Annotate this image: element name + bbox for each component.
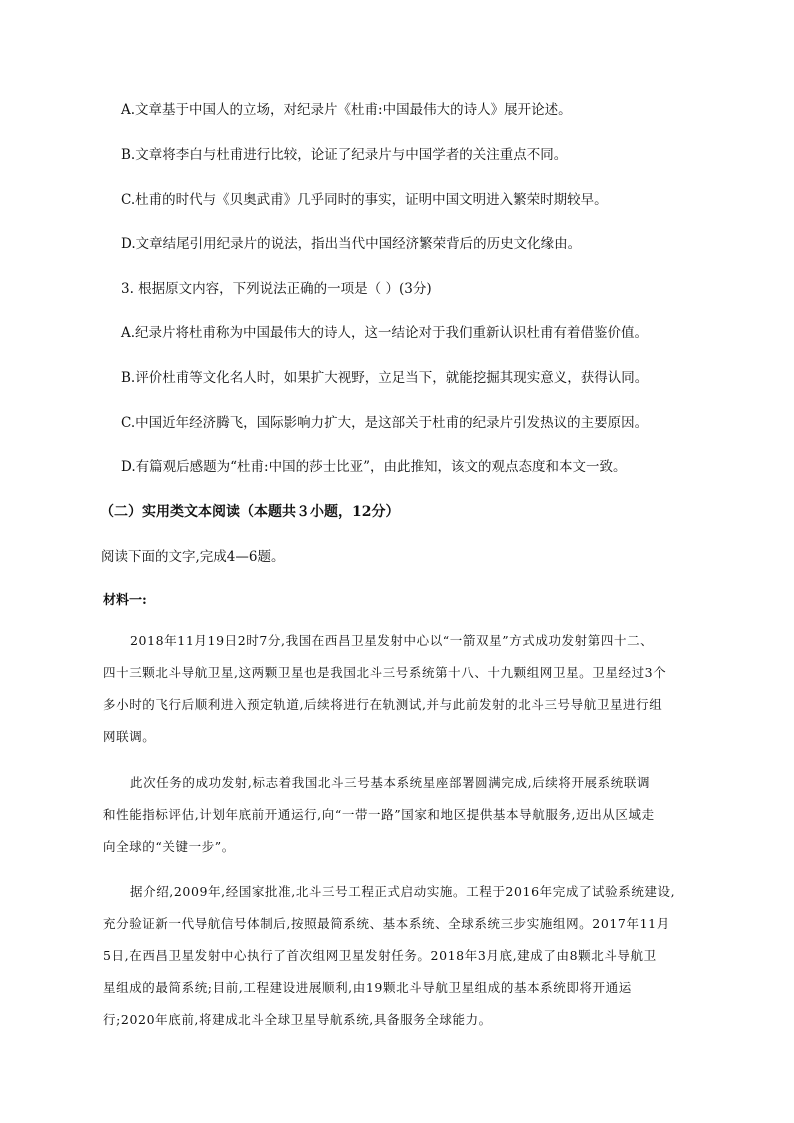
paragraph-line: 此次任务的成功发射,标志着我国北斗三号基本系统星座部署圆满完成,后续将开展系统联调 [130, 775, 651, 790]
paragraph-line: 2018年11月19日2时7分,我国在西昌卫星发射中心以“一箭双星”方式成功发射第四十二、 [130, 633, 654, 648]
paragraph-3 [103, 876, 699, 1036]
paragraph-line: 多小时的飞行后顺利进入预定轨道,后续将进行在轨测试,并与此前发射的北斗三号导航卫星进行组 [103, 697, 663, 712]
section-two-heading: （二）实用类文本阅读（本题共３小题，12分） [100, 504, 400, 520]
paragraph-line: 据介绍,2009年,经国家批准,北斗三号工程正式启动实施。工程于2016年完成了试验系统建设, [130, 884, 676, 899]
option-b-q3: B.评价杜甫等文化名人时，如果扩大视野，立足当下，就能挖掘其现实意义，获得认同。 [121, 370, 649, 386]
option-a-q3: A.纪录片将杜甫称为中国最伟大的诗人，这一结论对于我们重新认识杜甫有着借鉴价值。 [121, 325, 649, 341]
paragraph-2 [103, 767, 699, 863]
paragraph-line: 和性能指标评估,计划年底前开通运行,向“一带一路”国家和地区提供基本导航服务,迈出从区域走 [103, 807, 655, 822]
paragraph-line: 行;2020年底前,将建成北斗全球卫星导航系统,具备服务全球能力。 [103, 1012, 492, 1027]
section-two-instruction: 阅读下面的文字,完成4—6题。 [101, 549, 285, 565]
option-b-q2: B.文章将李白与杜甫进行比较，论证了纪录片与中国学者的关注重点不同。 [121, 147, 568, 163]
paragraph-line: 网联调。 [103, 729, 156, 744]
option-c-q3: C.中国近年经济腾飞，国际影响力扩大，是这部关于杜甫的纪录片引发热议的主要原因。 [121, 415, 649, 431]
question-3-stem: 3. 根据原文内容，下列说法正确的一项是（ ）(3分) [121, 281, 432, 297]
paragraph-line: 充分验证新一代导航信号体制后,按照最简系统、基本系统、全球系统三步实施组网。2017年11月 [103, 916, 670, 931]
paragraph-line: 星组成的最简系统;目前,工程建设进展顺利,由19颗北斗导航卫星组成的基本系统即将开通运 [103, 980, 632, 995]
paragraph-line: 5日,在西昌卫星发射中心执行了首次组网卫星发射任务。2018年3月底,建成了由8颗北斗导航卫 [103, 948, 657, 963]
paragraph-line: 四十三颗北斗导航卫星,这两颗卫星也是我国北斗三号系统第十八、十九颗组网卫星。卫星经过3个 [103, 665, 667, 680]
option-d-q3: D.有篇观后感题为“杜甫:中国的莎士比亚”，由此推知，该文的观点态度和本文一致。 [121, 459, 627, 475]
paragraph-1 [103, 625, 699, 753]
material-one-label: 材料一: [103, 593, 147, 608]
paragraph-line: 向全球的“关键一步”。 [103, 839, 235, 854]
option-d-q2: D.文章结尾引用纪录片的说法，指出当代中国经济繁荣背后的历史文化缘由。 [121, 236, 582, 252]
option-a-q2: A.文章基于中国人的立场，对纪录片《杜甫:中国最伟大的诗人》展开论述。 [121, 102, 572, 118]
option-c-q2: C.杜甫的时代与《贝奥武甫》几乎同时的事实，证明中国文明进入繁荣时期较早。 [121, 192, 608, 208]
